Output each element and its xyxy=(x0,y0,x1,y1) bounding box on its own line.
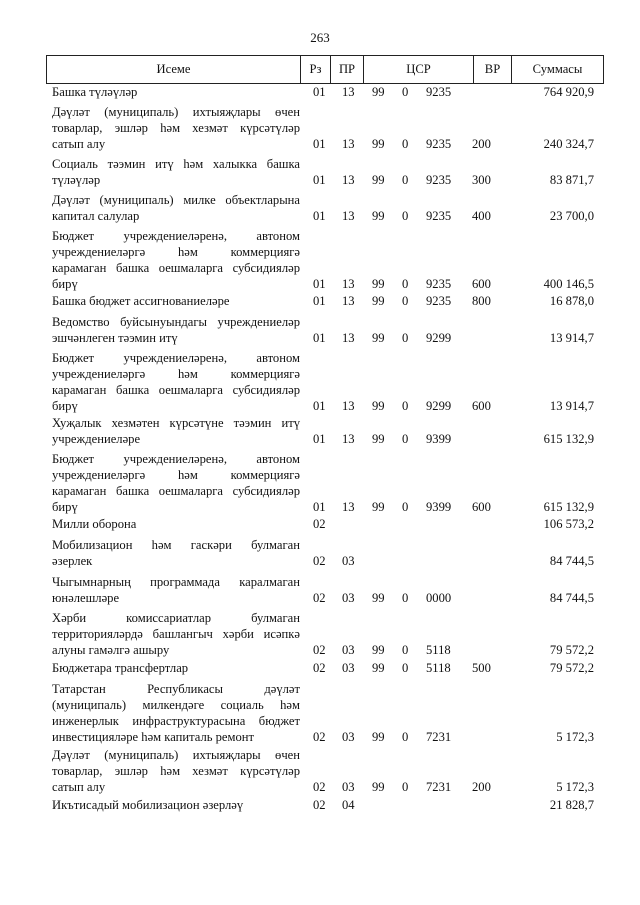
row-name-line: (муниципаль) милкендәге социаль һәм xyxy=(52,698,300,713)
row-name-line: түләүләр xyxy=(52,173,101,188)
cell-csr-sub: 0 xyxy=(402,173,409,188)
header-rz: Рз xyxy=(301,56,331,83)
row-name xyxy=(52,451,300,515)
cell-csr-direction: 9235 xyxy=(426,173,452,188)
row-name-line: Бюджет учреждениеләренә, автоном xyxy=(52,351,300,365)
header-name: Исеме xyxy=(47,56,301,83)
table-row xyxy=(0,537,640,569)
cell-vr: 600 xyxy=(472,500,491,515)
cell-vr: 600 xyxy=(472,399,491,414)
cell-csr-direction: 5118 xyxy=(426,643,451,658)
table-row xyxy=(0,574,640,606)
cell-csr-sub: 0 xyxy=(402,643,409,658)
cell-csr-sub: 0 xyxy=(402,661,409,675)
cell-rz: 01 xyxy=(313,137,326,152)
cell-csr-direction: 9235 xyxy=(426,294,452,308)
cell-csr-program: 99 xyxy=(372,277,385,292)
cell-csr-sub: 0 xyxy=(402,294,409,308)
cell-csr-direction: 9235 xyxy=(426,85,452,99)
cell-csr-program: 99 xyxy=(372,661,385,675)
cell-pr: 03 xyxy=(342,730,355,745)
cell-pr: 03 xyxy=(342,554,355,569)
cell-pr: 13 xyxy=(342,137,355,152)
cell-rz: 02 xyxy=(313,643,326,658)
row-name-line: Дәүләт (муниципаль) ихтыяҗлары өчен xyxy=(52,105,300,119)
table-row xyxy=(0,797,640,813)
cell-sum: 16 878,0 xyxy=(549,294,594,308)
cell-rz: 02 xyxy=(313,780,326,795)
cell-sum: 106 573,2 xyxy=(543,517,594,531)
page-number: 263 xyxy=(310,30,330,45)
header-pr: ПР xyxy=(331,56,364,83)
cell-rz: 01 xyxy=(313,209,326,224)
row-name xyxy=(52,660,300,676)
row-name-line: Бюджет учреждениеләренә, автоном xyxy=(52,452,300,466)
cell-csr-sub: 0 xyxy=(402,209,409,224)
table-row xyxy=(0,156,640,188)
cell-csr-direction: 9235 xyxy=(426,277,452,292)
row-name-line: сатып алу xyxy=(52,780,106,795)
cell-csr-program: 99 xyxy=(372,85,385,99)
row-name xyxy=(52,537,300,569)
cell-csr-direction: 9299 xyxy=(426,331,452,346)
row-name xyxy=(52,228,300,292)
row-name-line: Мобилизацион һәм гаскәри булмаган xyxy=(52,538,300,552)
header-sum: Суммасы xyxy=(532,62,583,76)
row-name-line: Чыгымнарның программада каралмаган xyxy=(52,575,300,589)
row-name-line: Бюджетара трансфертлар xyxy=(52,661,189,675)
row-name-line: Хуҗалык хезмәтен күрсәтүне тәэмин итү xyxy=(52,416,300,430)
row-name xyxy=(52,84,300,100)
table-row xyxy=(0,610,640,658)
cell-csr-program: 99 xyxy=(372,209,385,224)
table-row xyxy=(0,350,640,414)
row-name-line: Татарстан Республикасы дәүләт xyxy=(52,682,300,696)
cell-vr: 200 xyxy=(472,780,491,795)
cell-sum: 5 172,3 xyxy=(556,730,594,745)
cell-csr-program: 99 xyxy=(372,591,385,606)
cell-csr-direction: 9399 xyxy=(426,432,452,447)
cell-csr-sub: 0 xyxy=(402,399,409,414)
row-name-line: бирү xyxy=(52,500,78,515)
cell-rz: 02 xyxy=(313,730,326,745)
cell-csr-direction: 7231 xyxy=(426,730,452,745)
cell-sum: 5 172,3 xyxy=(556,780,594,795)
table-row xyxy=(0,451,640,515)
cell-sum: 79 572,2 xyxy=(549,661,594,675)
header-vr: ВР xyxy=(474,56,512,83)
cell-csr-program: 99 xyxy=(372,173,385,188)
row-name-line: учреждениеләргә һәм коммерциягә xyxy=(52,245,300,260)
cell-csr-program: 99 xyxy=(372,500,385,515)
cell-csr-sub: 0 xyxy=(402,331,409,346)
cell-csr-direction: 9235 xyxy=(426,209,452,224)
table-row xyxy=(0,104,640,152)
cell-csr-program: 99 xyxy=(372,331,385,346)
row-name-line: Дәүләт (муниципаль) ихтыяҗлары өчен xyxy=(52,748,300,762)
cell-sum: 400 146,5 xyxy=(543,277,594,292)
cell-pr: 03 xyxy=(342,591,355,606)
row-name xyxy=(52,104,300,152)
table-row xyxy=(0,660,640,676)
table-row xyxy=(0,516,640,532)
row-name-line: Бюджет учреждениеләренә, автоном xyxy=(52,229,300,243)
cell-pr: 03 xyxy=(342,661,355,675)
cell-sum: 240 324,7 xyxy=(543,137,594,152)
row-name xyxy=(52,574,300,606)
row-name xyxy=(52,293,300,309)
cell-sum: 84 744,5 xyxy=(549,591,594,606)
cell-csr-sub: 0 xyxy=(402,85,409,99)
cell-pr: 13 xyxy=(342,399,355,414)
cell-csr-program: 99 xyxy=(372,432,385,447)
cell-pr: 13 xyxy=(342,85,355,99)
row-name-line: учреждениеләргә һәм коммерциягә xyxy=(52,468,300,483)
cell-csr-direction: 7231 xyxy=(426,780,452,795)
cell-vr: 400 xyxy=(472,209,491,224)
cell-pr: 13 xyxy=(342,432,355,447)
cell-pr: 03 xyxy=(342,643,355,658)
cell-csr-program: 99 xyxy=(372,780,385,795)
row-name-line: Башка түләүләр xyxy=(52,85,138,99)
cell-pr: 13 xyxy=(342,277,355,292)
row-name-line: бирү xyxy=(52,399,78,414)
cell-rz: 01 xyxy=(313,277,326,292)
row-name-line: Башка бюджет ассигнованиеләре xyxy=(52,294,230,308)
cell-csr-program: 99 xyxy=(372,643,385,658)
cell-pr: 13 xyxy=(342,209,355,224)
cell-pr: 13 xyxy=(342,294,355,308)
cell-rz: 02 xyxy=(313,517,326,531)
cell-sum: 615 132,9 xyxy=(543,432,594,447)
row-name-line: учреждениеләргә һәм коммерциягә xyxy=(52,367,300,382)
row-name-line: Дәүләт (муниципаль) милке объектларына xyxy=(52,193,300,207)
cell-rz: 02 xyxy=(313,661,326,675)
cell-vr: 600 xyxy=(472,277,491,292)
row-name-line: Икътисадый мобилизацион әзерләү xyxy=(52,798,244,812)
cell-pr: 13 xyxy=(342,500,355,515)
table-row xyxy=(0,293,640,309)
table-row xyxy=(0,415,640,447)
row-name-line: товарлар, эшләр һәм хезмәт күрсәтүләр xyxy=(52,764,300,779)
row-name xyxy=(52,797,300,813)
cell-rz: 01 xyxy=(313,294,326,308)
cell-csr-direction: 0000 xyxy=(426,591,452,606)
row-name-line: территорияләрдә башлангыч хәрби исәпкә xyxy=(52,627,300,642)
header-csr: ЦСР xyxy=(364,56,474,83)
row-name-line: бирү xyxy=(52,277,78,292)
row-name-line: инженерлык инфраструктурасына бюджет xyxy=(52,714,300,729)
row-name xyxy=(52,681,300,745)
row-name-line: учреждениеләре xyxy=(52,432,141,447)
cell-csr-sub: 0 xyxy=(402,432,409,447)
cell-sum: 13 914,7 xyxy=(549,399,594,414)
row-name-line: Милли оборона xyxy=(52,517,137,531)
cell-pr: 04 xyxy=(342,798,355,812)
row-name-line: Ведомство буйсынуындагы учреждениеләр xyxy=(52,315,300,329)
table-row xyxy=(0,192,640,224)
row-name-line: сатып алу xyxy=(52,137,106,152)
cell-sum: 764 920,9 xyxy=(543,85,594,99)
cell-csr-program: 99 xyxy=(372,399,385,414)
row-name-line: юнәлешләре xyxy=(52,591,120,606)
cell-rz: 01 xyxy=(313,500,326,515)
cell-pr: 13 xyxy=(342,173,355,188)
row-name xyxy=(52,610,300,658)
cell-rz: 02 xyxy=(313,554,326,569)
cell-sum: 13 914,7 xyxy=(549,331,594,346)
cell-pr: 03 xyxy=(342,780,355,795)
cell-sum: 79 572,2 xyxy=(549,643,594,658)
cell-rz: 01 xyxy=(313,85,326,99)
row-name xyxy=(52,314,300,346)
table-row xyxy=(0,84,640,100)
row-name-line: Социаль тәэмин итү һәм халыкка башка xyxy=(52,157,300,171)
cell-rz: 02 xyxy=(313,798,326,812)
row-name xyxy=(52,350,300,414)
cell-csr-program: 99 xyxy=(372,730,385,745)
cell-rz: 01 xyxy=(313,173,326,188)
cell-csr-sub: 0 xyxy=(402,780,409,795)
table-row xyxy=(0,314,640,346)
cell-rz: 01 xyxy=(313,432,326,447)
cell-vr: 500 xyxy=(472,661,491,675)
cell-vr: 200 xyxy=(472,137,491,152)
cell-sum: 84 744,5 xyxy=(549,554,594,569)
row-name-line: алуны гамәлгә ашыру xyxy=(52,643,170,658)
cell-csr-program: 99 xyxy=(372,294,385,308)
cell-sum: 21 828,7 xyxy=(549,798,594,812)
table-row xyxy=(0,228,640,292)
cell-sum: 83 871,7 xyxy=(549,173,594,188)
row-name-line: Хәрби комиссариатлар булмаган xyxy=(52,611,300,625)
row-name xyxy=(52,415,300,447)
table-row xyxy=(0,681,640,745)
cell-csr-sub: 0 xyxy=(402,591,409,606)
cell-vr: 300 xyxy=(472,173,491,188)
row-name-line: эшчәнлеген тәэмин итү xyxy=(52,331,178,346)
cell-pr: 13 xyxy=(342,331,355,346)
cell-vr: 800 xyxy=(472,294,491,308)
cell-csr-sub: 0 xyxy=(402,137,409,152)
cell-csr-direction: 9235 xyxy=(426,137,452,152)
cell-rz: 02 xyxy=(313,591,326,606)
cell-rz: 01 xyxy=(313,331,326,346)
row-name xyxy=(52,156,300,188)
row-name-line: инвестицияләре һәм капиталь ремонт xyxy=(52,730,255,745)
cell-sum: 615 132,9 xyxy=(543,500,594,515)
cell-csr-program: 99 xyxy=(372,137,385,152)
row-name-line: капитал салулар xyxy=(52,209,140,224)
cell-rz: 01 xyxy=(313,399,326,414)
cell-sum: 23 700,0 xyxy=(549,209,594,224)
cell-csr-sub: 0 xyxy=(402,730,409,745)
row-name xyxy=(52,747,300,795)
cell-csr-sub: 0 xyxy=(402,277,409,292)
row-name-line: карамаган башка оешмаларга субсидияләр xyxy=(52,261,300,276)
row-name-line: карамаган башка оешмаларга субсидияләр xyxy=(52,484,300,499)
row-name xyxy=(52,192,300,224)
cell-csr-direction: 9299 xyxy=(426,399,452,414)
row-name-line: товарлар, эшләр һәм хезмәт күрсәтүләр xyxy=(52,121,300,136)
row-name-line: әзерлек xyxy=(52,554,93,569)
cell-csr-sub: 0 xyxy=(402,500,409,515)
row-name-line: карамаган башка оешмаларга субсидияләр xyxy=(52,383,300,398)
table-row xyxy=(0,747,640,795)
cell-csr-direction: 9399 xyxy=(426,500,452,515)
cell-csr-direction: 5118 xyxy=(426,661,451,675)
row-name xyxy=(52,516,300,532)
